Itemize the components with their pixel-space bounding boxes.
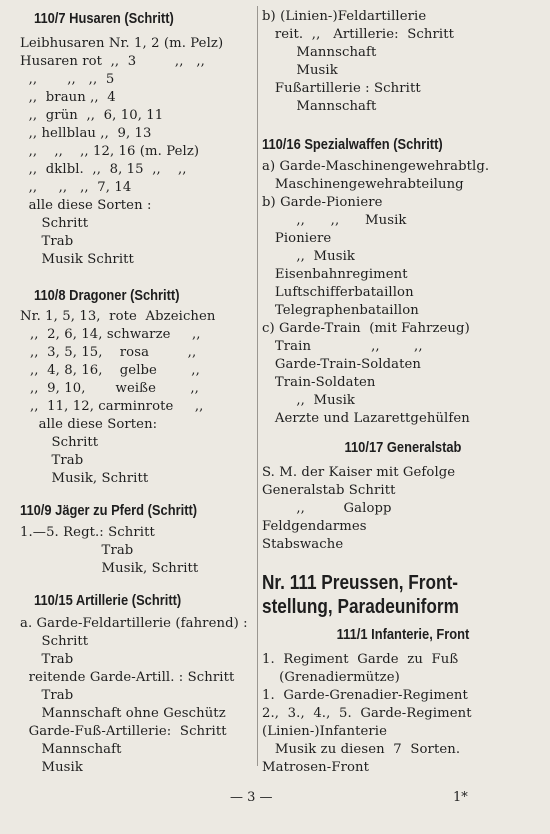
text-line: ,, Galopp (262, 501, 392, 516)
text-line: Luftschifferbataillon (262, 285, 414, 300)
text-line: reitende Garde-Artill. : Schritt (20, 670, 235, 685)
text-line: b) (Linien-)Feldartillerie (262, 9, 427, 24)
text-line: Trab (20, 543, 134, 558)
text-line: Musik (20, 760, 83, 775)
text-line: ,, ,, Musik (262, 213, 407, 228)
text-line: ,, grün ,, 6, 10, 11 (20, 108, 164, 123)
section-title-nr-111-cont: stellung, Paradeuniform (262, 596, 459, 618)
text-line: Aerzte und Lazarettgehülfen (262, 411, 470, 426)
text-line: Leibhusaren Nr. 1, 2 (m. Pelz) (20, 36, 224, 51)
text-line: ,, 9, 10, weiße ,, (30, 381, 199, 396)
text-line: Trab (20, 652, 74, 667)
text-line: ,, braun ,, 4 (20, 90, 116, 105)
text-line: c) Garde-Train (mit Fahrzeug) (262, 321, 470, 336)
text-line: Trab (20, 688, 74, 703)
text-line: Train ,, ,, (262, 339, 423, 354)
heading-110-16: 110/16 Spezialwaffen (Schritt) (262, 136, 443, 153)
text-line: (Grenadiermütze) (262, 670, 400, 685)
text-line: Mannschaft (262, 45, 377, 60)
text-line: b) Garde-Pioniere (262, 195, 383, 210)
text-line: ,, ,, ,, 12, 16 (m. Pelz) (20, 144, 200, 159)
text-line: Maschinengewehrabteilung (262, 177, 464, 192)
text-line: Feldgendarmes (262, 519, 367, 534)
heading-110-9: 110/9 Jäger zu Pferd (Schritt) (20, 502, 198, 519)
heading-110-15: 110/15 Artillerie (Schritt) (34, 592, 182, 609)
text-line: Musik (262, 63, 338, 78)
text-line: ,, 3, 5, 15, rosa ,, (30, 345, 197, 360)
text-line: Mannschaft (20, 742, 122, 757)
text-line: Musik Schritt (20, 252, 134, 267)
section-title-nr-111: Nr. 111 Preussen, Front- (262, 572, 458, 594)
text-line: Stabswache (262, 537, 344, 552)
heading-111-1: 111/1 Infanterie, Front (336, 626, 470, 643)
text-line: ,, hellblau ,, 9, 13 (20, 126, 152, 141)
text-line: ,, 2, 6, 14, schwarze ,, (30, 327, 201, 342)
text-line: ,, Musik (262, 393, 355, 408)
text-line: S. M. der Kaiser mit Gefolge (262, 465, 456, 480)
text-line: Eisenbahnregiment (262, 267, 408, 282)
text-line: a. Garde-Feldartillerie (fahrend) : (20, 616, 248, 631)
page-number: — 3 — (230, 790, 273, 805)
text-line: Pioniere (262, 231, 332, 246)
text-line: reit. ,, Artillerie: Schritt (262, 27, 455, 42)
text-line: Nr. 1, 5, 13, rote Abzeichen (20, 309, 216, 324)
text-line: Trab (20, 234, 74, 249)
text-line: ,, Musik (262, 249, 355, 264)
text-line: Schritt (20, 634, 89, 649)
text-line: Garde-Train-Soldaten (262, 357, 422, 372)
heading-110-7: 110/7 Husaren (Schritt) (34, 10, 174, 27)
text-line: Schritt (30, 435, 99, 450)
text-line: alle diese Sorten: (30, 417, 158, 432)
signature-mark: 1* (453, 790, 468, 805)
text-line: Schritt (20, 216, 89, 231)
text-line: Telegraphenbataillon (262, 303, 419, 318)
text-line: 1. Regiment Garde zu Fuß (262, 652, 459, 667)
text-line: Matrosen-Front (262, 760, 370, 775)
text-line: 1.—5. Regt.: Schritt (20, 525, 155, 540)
text-line: ,, ,, ,, 7, 14 (20, 180, 132, 195)
text-line: (Linien-)Infanterie (262, 724, 387, 739)
text-line: Husaren rot ,, 3 ,, ,, (20, 54, 205, 69)
text-line: 1. Garde-Grenadier-Regiment (262, 688, 468, 703)
heading-110-17: 110/17 Generalstab (344, 439, 462, 456)
text-line: Generalstab Schritt (262, 483, 396, 498)
column-divider (257, 6, 258, 766)
text-line: Train-Soldaten (262, 375, 376, 390)
text-line: Mannschaft ohne Geschütz (20, 706, 226, 721)
text-line: Musik, Schritt (30, 471, 149, 486)
text-line: ,, 11, 12, carminrote ,, (30, 399, 204, 414)
text-line: Fußartillerie : Schritt (262, 81, 421, 96)
text-line: alle diese Sorten : (20, 198, 152, 213)
text-line: Musik zu diesen 7 Sorten. (262, 742, 461, 757)
text-line: Musik, Schritt (20, 561, 199, 576)
heading-110-8: 110/8 Dragoner (Schritt) (34, 287, 180, 304)
text-line: a) Garde-Maschinengewehrabtlg. (262, 159, 490, 174)
text-line: ,, 4, 8, 16, gelbe ,, (30, 363, 200, 378)
text-line: Mannschaft (262, 99, 377, 114)
text-line: ,, ,, ,, 5 (20, 72, 115, 87)
text-line: Garde-Fuß-Artillerie: Schritt (20, 724, 227, 739)
text-line: ,, dklbl. ,, 8, 15 ,, ,, (20, 162, 187, 177)
text-line: 2., 3., 4., 5. Garde-Regiment (262, 706, 472, 721)
text-line: Trab (30, 453, 84, 468)
